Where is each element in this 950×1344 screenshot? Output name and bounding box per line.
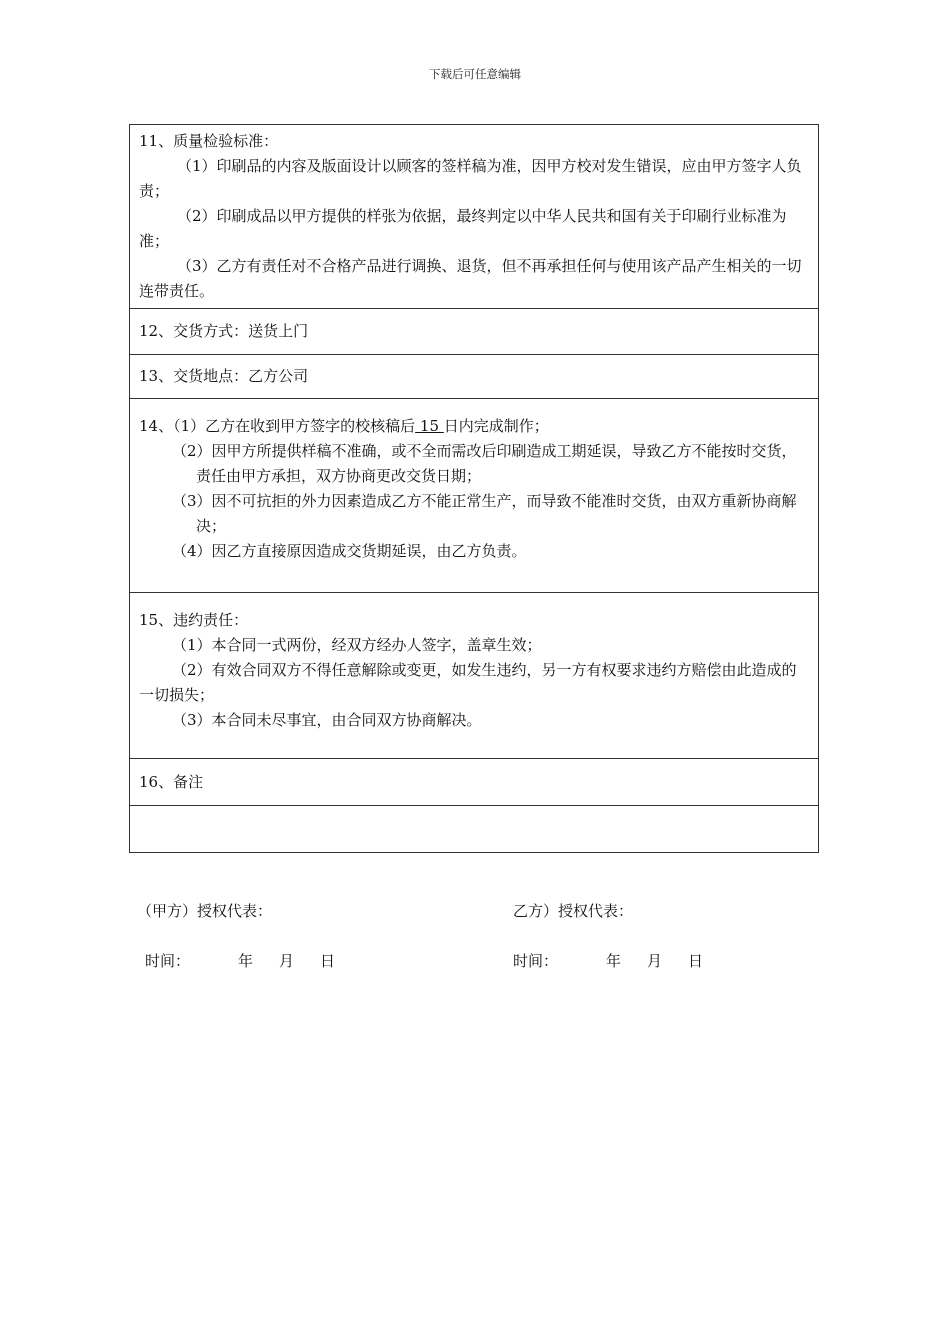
month-label: 月 bbox=[279, 952, 295, 970]
section-14-prefix: 14、（1）乙方在收到甲方签字的校核稿后 bbox=[139, 417, 416, 435]
section-11-item-2: （2）印刷成品以甲方提供的样张为依据，最终判定以中华人民共和国有关于印刷行业标准为准； bbox=[139, 207, 787, 250]
section-15-item-2: （2）有效合同双方不得任意解除或变更，如发生违约，另一方有权要求违约方赔偿由此造成的一切损失； bbox=[139, 661, 797, 704]
section-11-item-1: （1）印刷品的内容及版面设计以顾客的签样稿为准，因甲方校对发生错误，应由甲方签字人负责； bbox=[139, 157, 802, 200]
section-14-row bbox=[130, 399, 819, 593]
remarks-content-row bbox=[130, 806, 819, 853]
section-11-item-3: （3）乙方有责任对不合格产品进行调换、退货，但不再承担任何与使用该产品产生相关的一切连带责任。 bbox=[139, 257, 802, 300]
section-14-item-1 bbox=[139, 414, 809, 439]
section-14-cell bbox=[130, 399, 819, 593]
year-label: 年 bbox=[238, 952, 254, 970]
section-15-row bbox=[130, 593, 819, 759]
section-15-cell bbox=[130, 593, 819, 759]
section-13-cell bbox=[130, 355, 819, 399]
delivery-days: 15 bbox=[415, 417, 444, 435]
section-13-row bbox=[130, 355, 819, 399]
section-16-row bbox=[130, 759, 819, 806]
section-14-item-4: （4）因乙方直接原因造成交货期延误，由乙方负责。 bbox=[172, 542, 527, 560]
header-note: 下载后可任意编辑 bbox=[429, 67, 521, 81]
section-11-row bbox=[130, 125, 819, 309]
section-11-cell bbox=[130, 125, 819, 309]
section-11-title: 11、质量检验标准： bbox=[139, 132, 279, 150]
month-label: 月 bbox=[647, 952, 663, 970]
section-14-item-2: （2）因甲方所提供样稿不准确，或不全而需改后印刷造成工期延误，导致乙方不能按时交货，责任由甲方承担，双方协商更改交货日期； bbox=[172, 442, 797, 485]
time-label: 时间： bbox=[145, 952, 191, 970]
party-b-date bbox=[513, 950, 703, 971]
party-a-representative: （甲方）授权代表： bbox=[137, 902, 273, 920]
section-15-item-3: （3）本合同未尽事宜，由合同双方协商解决。 bbox=[172, 711, 482, 729]
day-label: 日 bbox=[688, 952, 704, 970]
section-12-row bbox=[130, 309, 819, 355]
party-b-representative: 乙方）授权代表： bbox=[513, 902, 634, 920]
day-label: 日 bbox=[320, 952, 336, 970]
section-12-cell bbox=[130, 309, 819, 355]
year-label: 年 bbox=[606, 952, 622, 970]
section-15-title: 15、违约责任： bbox=[139, 611, 249, 629]
delivery-location: 13、交货地点：乙方公司 bbox=[139, 367, 309, 385]
remarks-content-cell bbox=[130, 806, 819, 853]
time-label: 时间： bbox=[513, 952, 559, 970]
section-14-item-3: （3）因不可抗拒的外力因素造成乙方不能正常生产，而导致不能准时交货，由双方重新协商解决； bbox=[172, 492, 797, 535]
section-16-cell bbox=[130, 759, 819, 806]
delivery-method: 12、交货方式：送货上门 bbox=[139, 322, 309, 340]
section-14-suffix: 日内完成制作； bbox=[443, 417, 549, 435]
section-15-item-1: （1）本合同一式两份，经双方经办人签字，盖章生效； bbox=[172, 636, 542, 654]
contract-table bbox=[129, 124, 819, 853]
remarks-label: 16、备注 bbox=[139, 772, 204, 791]
party-a-date bbox=[145, 950, 335, 971]
